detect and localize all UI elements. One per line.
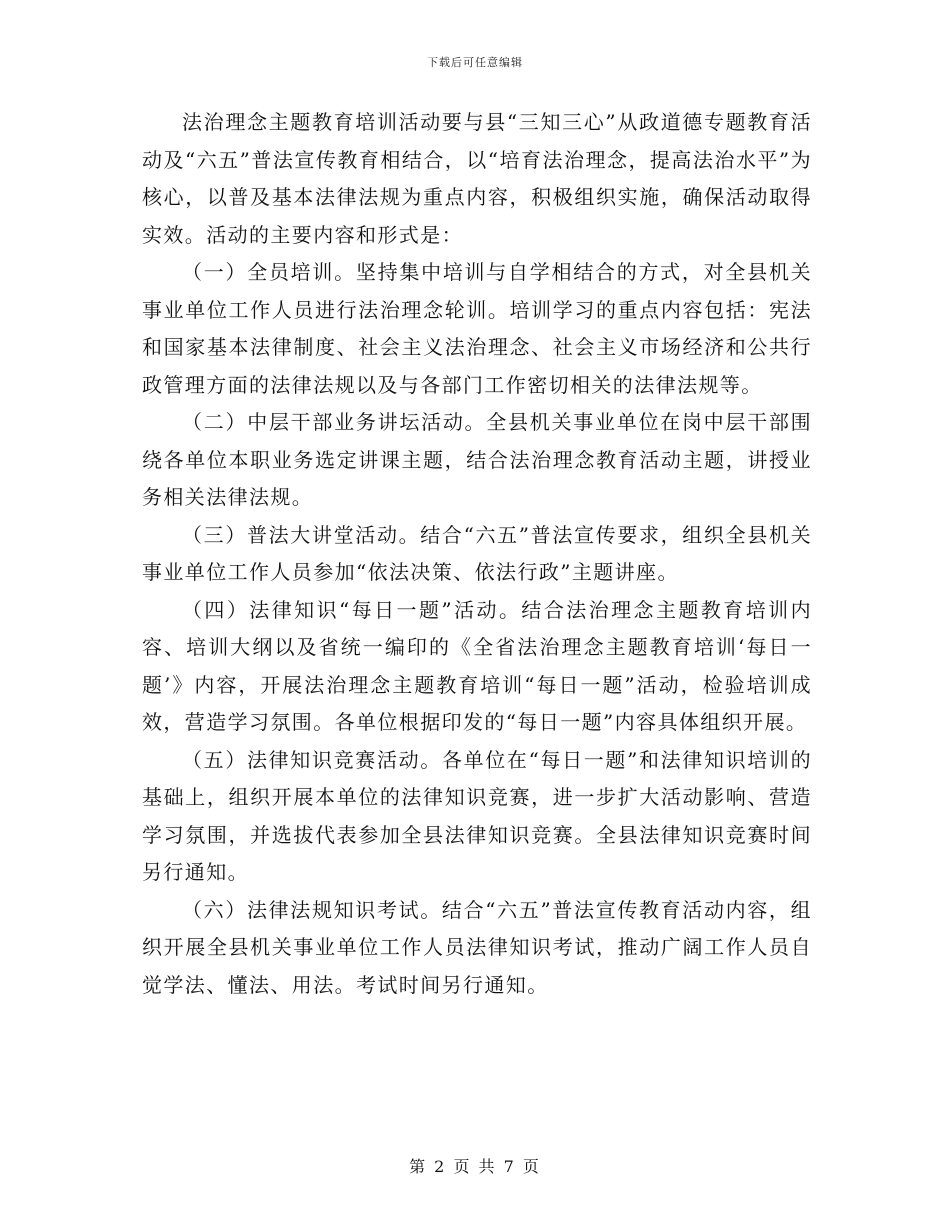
paragraph-item-2: （二）中层干部业务讲坛活动。全县机关事业单位在岗中层干部围绕各单位本职业务选定讲课主题，结合法治理念教育活动主题，讲授业务相关法律法规。 bbox=[142, 410, 812, 509]
paragraph-item-5: （五）法律知识竞赛活动。各单位在“每日一题”和法律知识培训的基础上，组织开展本单位的法律知识竞赛，进一步扩大活动影响、营造学习氛围，并选拔代表参加全县法律知识竞赛。全县法律知识竞赛时间另行通知。 bbox=[142, 747, 812, 884]
document-body bbox=[142, 104, 812, 1004]
paragraph-item-6: （六）法律法规知识考试。结合“六五”普法宣传教育活动内容，组织开展全县机关事业单位工作人员法律知识考试，推动广阔工作人员自觉学法、懂法、用法。考试时间另行通知。 bbox=[142, 897, 812, 997]
page-header: 下载后可任意编辑 bbox=[427, 56, 523, 69]
paragraph-item-4: （四）法律知识“每日一题”活动。结合法治理念主题教育培训内容、培训大纲以及省统一编印的《全省法治理念主题教育培训‘每日一题’》内容，开展法治理念主题教育培训“每日一题”活动，检验培训成效，营造学习氛围。各单位根据印发的“每日一题”内容具体组织开展。 bbox=[142, 597, 812, 734]
paragraph-item-3: （三）普法大讲堂活动。结合“六五”普法宣传要求，组织全县机关事业单位工作人员参加“依法决策、依法行政”主题讲座。 bbox=[142, 522, 812, 584]
paragraph-intro: 法治理念主题教育培训活动要与县“三知三心”从政道德专题教育活动及“六五”普法宣传教育相结合，以“培育法治理念，提高法治水平”为核心，以普及基本法律法规为重点内容，积极组织实施，确保活动取得实效。活动的主要内容和形式是： bbox=[142, 110, 812, 247]
page-number-footer: 第 2 页 共 7 页 bbox=[409, 1157, 541, 1176]
paragraph-item-1: （一）全员培训。坚持集中培训与自学相结合的方式，对全县机关事业单位工作人员进行法治理念轮训。培训学习的重点内容包括：宪法和国家基本法律制度、社会主义法治理念、社会主义市场经济和公共行政管理方面的法律法规以及与各部门工作密切相关的法律法规等。 bbox=[142, 260, 812, 397]
